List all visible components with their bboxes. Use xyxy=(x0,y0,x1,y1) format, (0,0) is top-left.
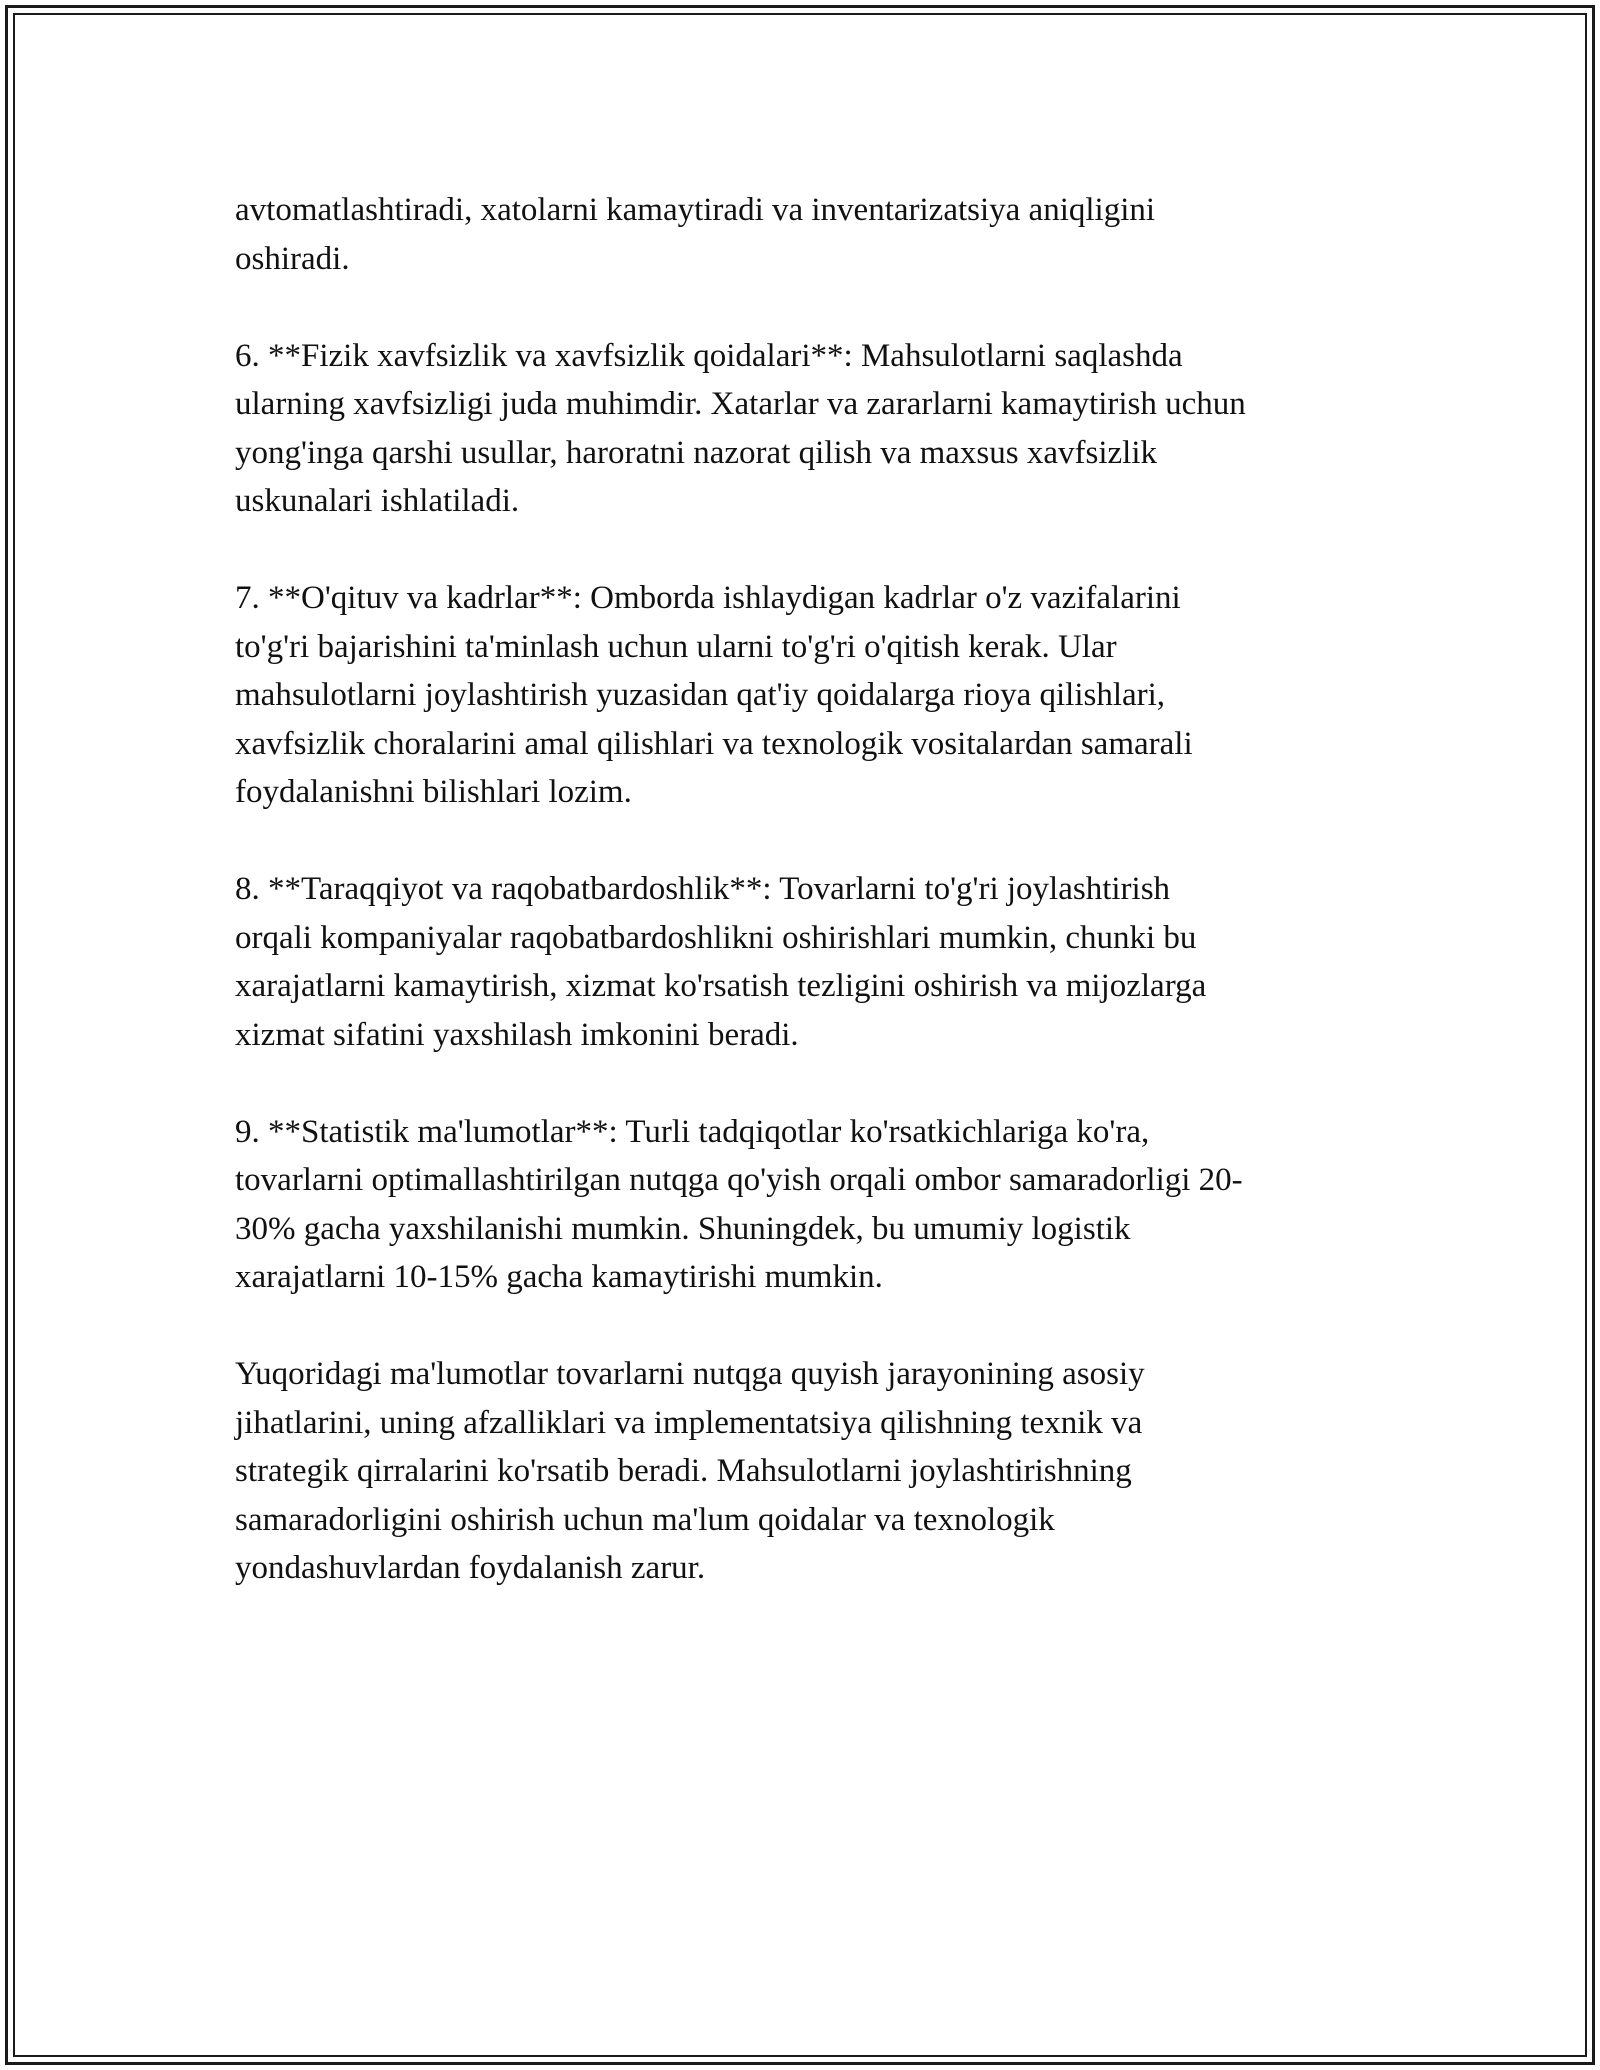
paragraph-conclusion: Yuqoridagi ma'lumotlar tovarlarni nutqga quyish jarayonining asosiy jihatlarini, uning afzalliklari va implementatsiya qilishning texnik va strategik qirralarini ko'rsatib beradi. Mahsulotlarni joylashtirishning samaradorligini oshirish uchun ma'lum qoidalar va texnologik yondashuvlardan foydalanish zarur. xyxy=(235,1356,1145,1586)
document-body xyxy=(235,186,1385,1641)
paragraph-continuation: avtomatlashtiradi, xatolarni kamaytiradi va inventarizatsiya aniqligini oshiradi. xyxy=(235,192,1156,277)
paragraph-item-8: 8. **Taraqqiyot va raqobatbardoshlik**: Tovarlarni to'g'ri joylashtirish orqali kompaniyalar raqobatbardoshlikni oshirishlari mumkin, chunki bu xarajatlarni kamaytirish, xizmat ko'rsatish tezligini oshirish va mijozlarga xizmat sifatini yaxshilash imkonini beradi. xyxy=(235,871,1207,1053)
paragraph-item-7: 7. **O'qituv va kadrlar**: Omborda ishlaydigan kadrlar o'z vazifalarini to'g'ri bajarishini ta'minlash uchun ularni to'g'ri o'qitish kerak. Ular mahsulotlarni joylashtirish yuzasidan qat'iy qoidalarga rioya qilishlari, xavfsizlik choralarini amal qilishlari va texnologik vositalardan samarali foydalanishni bilishlari lozim. xyxy=(235,580,1193,810)
paragraph-item-9: 9. **Statistik ma'lumotlar**: Turli tadqiqotlar ko'rsatkichlariga ko'ra, tovarlarni optimallashtirilgan nutqga qo'yish orqali ombor samaradorligi 20- 30% gacha yaxshilanishi mumkin. Shuningdek, bu umumiy logistik xarajatlarni 10-15% gacha kamaytirishi mumkin. xyxy=(235,1113,1243,1295)
paragraph-item-6: 6. **Fizik xavfsizlik va xavfsizlik qoidalari**: Mahsulotlarni saqlashda ularning xavfsizligi juda muhimdir. Xatarlar va zararlarni kamaytirish uchun yong'inga qarshi usullar, haroratni nazorat qilish va maxsus xavfsizlik uskunalari ishlatiladi. xyxy=(235,337,1246,519)
